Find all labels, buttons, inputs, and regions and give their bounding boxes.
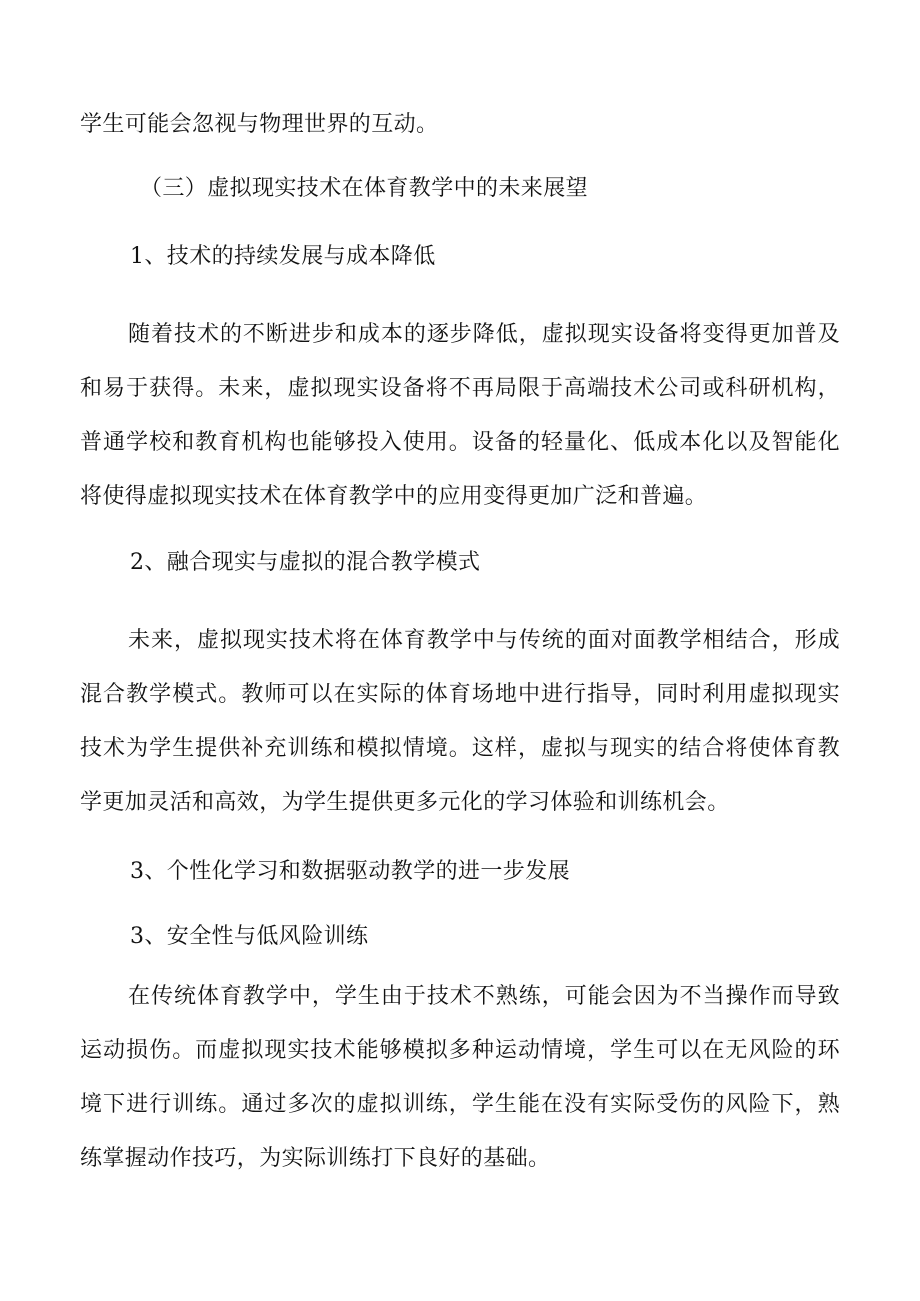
subsection-3-heading: 3、个性化学习和数据驱动教学的进一步发展	[130, 859, 570, 884]
subsection-1-paragraph-line: 普通学校和教育机构也能够投入使用。设备的轻量化、低成本化以及智能化	[80, 430, 840, 455]
subsection-4-paragraph-line: 境下进行训练。通过多次的虚拟训练，学生能在没有实际受伤的风险下，熟	[80, 1092, 840, 1117]
subsection-2-paragraph-line: 学更加灵活和高效，为学生提供更多元化的学习体验和训练机会。	[80, 790, 730, 815]
section-heading: （三）虚拟现实技术在体育教学中的未来展望	[140, 176, 589, 201]
subsection-2-paragraph-line: 未来，虚拟现实技术将在体育教学中与传统的面对面教学相结合，形成	[128, 628, 840, 653]
subsection-4-paragraph-line: 练掌握动作技巧，为实际训练打下良好的基础。	[80, 1146, 551, 1171]
subsection-1-paragraph-line: 将使得虚拟现实技术在体育教学中的应用变得更加广泛和普遍。	[80, 484, 708, 509]
paragraph-tail-line: 学生可能会忽视与物理世界的互动。	[80, 112, 439, 137]
subsection-2-paragraph-line: 技术为学生提供补充训练和模拟情境。这样，虚拟与现实的结合将使体育教	[80, 736, 840, 761]
subsection-4-paragraph-line: 在传统体育教学中，学生由于技术不熟练，可能会因为不当操作而导致	[128, 984, 840, 1009]
subsection-1-heading: 1、技术的持续发展与成本降低	[130, 244, 436, 269]
subsection-2-paragraph-line: 混合教学模式。教师可以在实际的体育场地中进行指导，同时利用虚拟现实	[80, 682, 840, 707]
subsection-4-heading: 3、安全性与低风险训练	[130, 924, 369, 949]
subsection-2-heading: 2、融合现实与虚拟的混合教学模式	[130, 550, 481, 575]
subsection-1-paragraph-line: 和易于获得。未来，虚拟现实设备将不再局限于高端技术公司或科研机构，	[80, 376, 840, 401]
subsection-4-paragraph-line: 运动损伤。而虚拟现实技术能够模拟多种运动情境，学生可以在无风险的环	[80, 1038, 840, 1063]
subsection-1-paragraph-line: 随着技术的不断进步和成本的逐步降低，虚拟现实设备将变得更加普及	[128, 322, 840, 347]
